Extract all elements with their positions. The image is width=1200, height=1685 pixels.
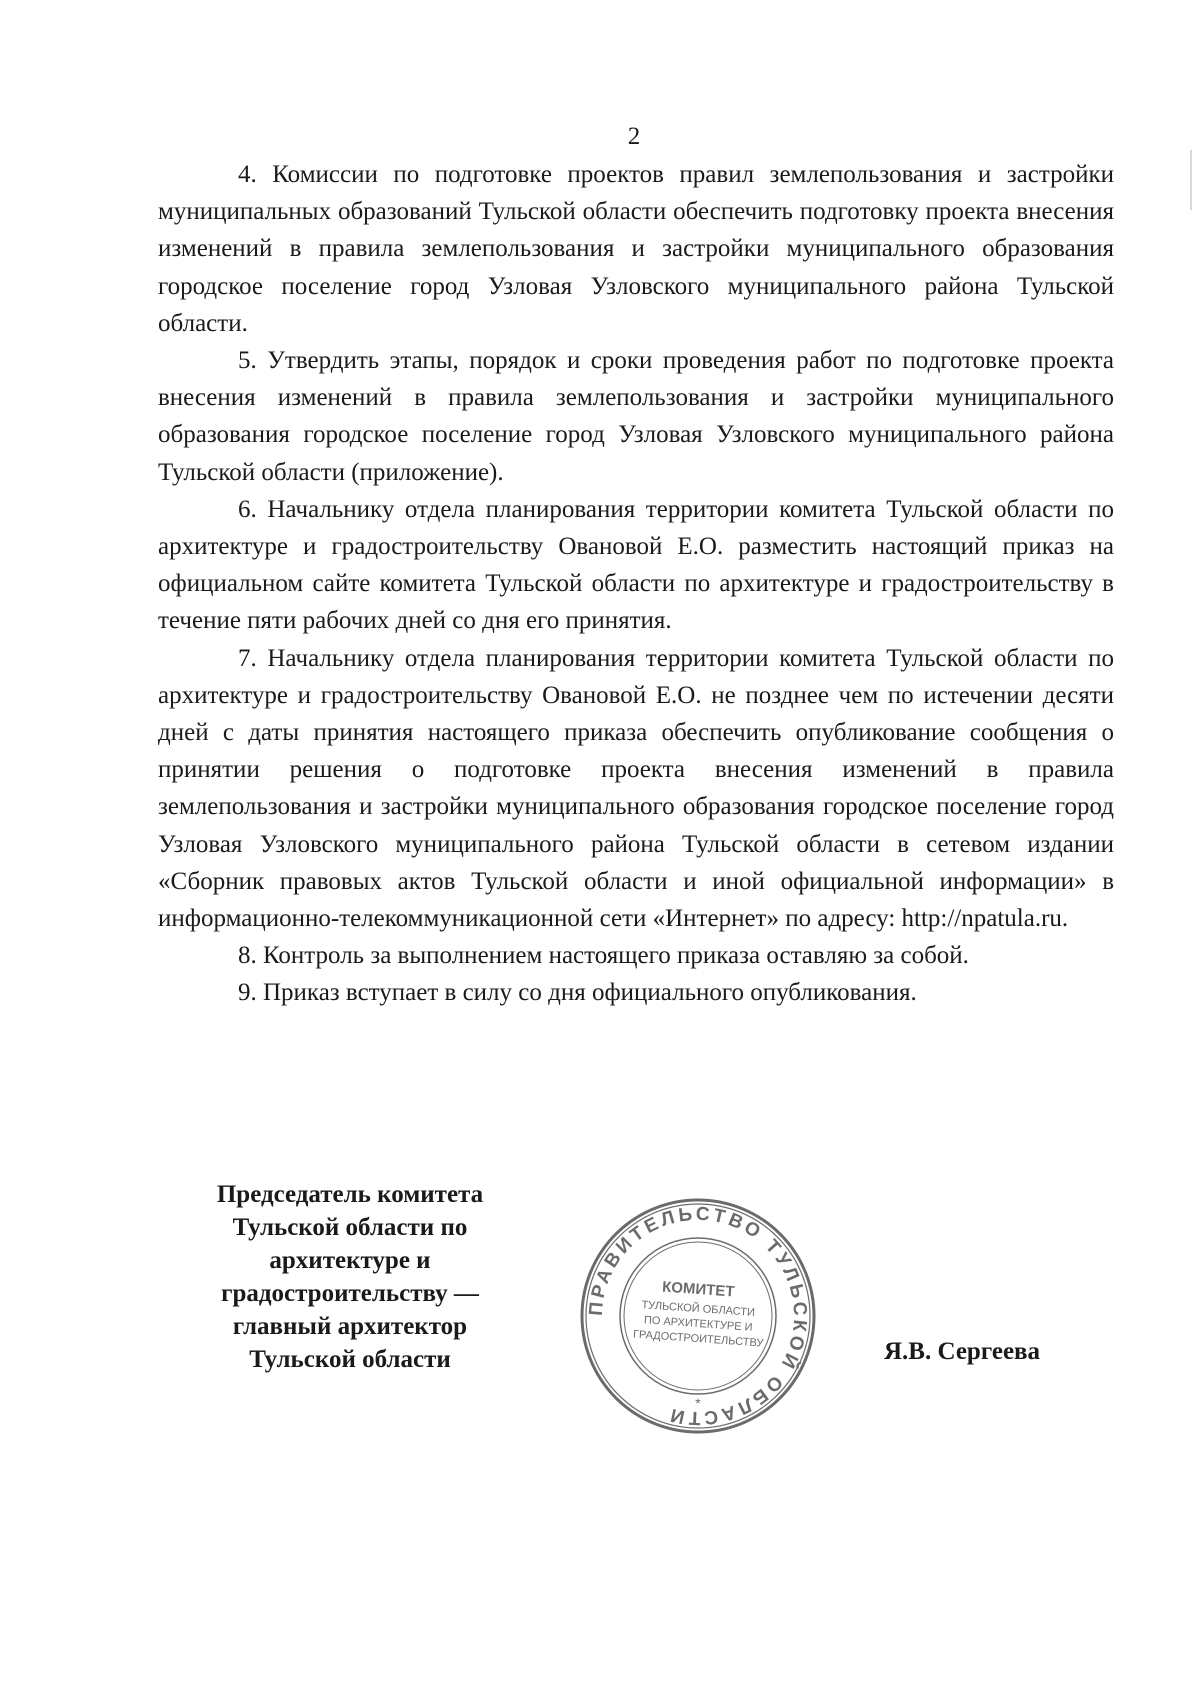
seal-outer-text: ПРАВИТЕЛЬСТВО ТУЛЬСКОЙ ОБЛАСТИ bbox=[585, 1203, 811, 1429]
signatory-position-line: архитектуре и bbox=[269, 1247, 431, 1274]
seal-inner-line: ТУЛЬСКОЙ ОБЛАСТИ bbox=[641, 1299, 756, 1319]
paragraph-item-5: 5. Утвердить этапы, порядок и сроки проведения работ по подготовке проекта внесения изменений в правила землепользования и застройки муниципального образования городское поселение город Узловая Узловского муниципального района Тульской области (приложение). bbox=[158, 347, 1114, 486]
paragraph-item-8: 8. Контроль за выполнением настоящего приказа оставляю за собой. bbox=[238, 942, 969, 970]
scan-edge-mark bbox=[1190, 150, 1192, 210]
signatory-position-line: градостроительству — bbox=[221, 1280, 479, 1307]
signatory-position bbox=[180, 1178, 520, 1376]
seal-inner-line: ГРАДОСТРОИТЕЛЬСТВУ bbox=[632, 1328, 764, 1350]
order-body bbox=[158, 156, 1114, 1012]
paragraph-item-6: 6. Начальнику отдела планирования территории комитета Тульской области по архитектуре и градостроительству Овановой Е.О. разместить настоящий приказ на официальном сайте комитета Тульской области по архитектуре и градостроительству в течение пяти рабочих дней со дня его принятия. bbox=[158, 495, 1114, 635]
paragraph-item-9: 9. Приказ вступает в силу со дня официального опубликования. bbox=[238, 979, 917, 1007]
signatory-position-line: Тульской области bbox=[249, 1346, 451, 1373]
seal-star: * bbox=[695, 1395, 701, 1411]
paragraph-item-4: 4. Комиссии по подготовке проектов правил землепользования и застройки муниципальных образований Тульской области обеспечить подготовку проекта внесения изменений в правила землепользования и застройки муниципального образования городское поселение город Узловая Узловского муниципального района Тульской области. bbox=[158, 161, 1114, 337]
signatory-position-line: Председатель комитета bbox=[216, 1181, 484, 1208]
seal-inner-line: ПО АРХИТЕКТУРЕ И bbox=[643, 1314, 753, 1334]
signatory-name: Я.В. Сергеева bbox=[884, 1338, 1041, 1365]
signatory-position-line: главный архитектор bbox=[232, 1313, 468, 1340]
seal-title: КОМИТЕТ bbox=[661, 1278, 736, 1301]
page-number: 2 bbox=[627, 123, 641, 150]
paragraph-item-7: 7. Начальнику отдела планирования территории комитета Тульской области по архитектуре и градостроительству Овановой Е.О. не позднее чем по истечении десяти дней с даты принятия настоящего приказа обеспечить опубликование сообщения о принятии решения о подготовке проекта внесения изменений в правила землепользования и застройки муниципального образования городское поселение город Узловая Узловского муниципального района Тульской области в сетевом издании «Сборник правовых актов Тульской области и иной официальной информации» в информационно-телекоммуникационной сети «Интернет» по адресу: http://npatula.ru. bbox=[158, 644, 1114, 933]
official-seal bbox=[578, 1196, 818, 1436]
signatory-position-line: Тульской области по bbox=[232, 1214, 468, 1241]
